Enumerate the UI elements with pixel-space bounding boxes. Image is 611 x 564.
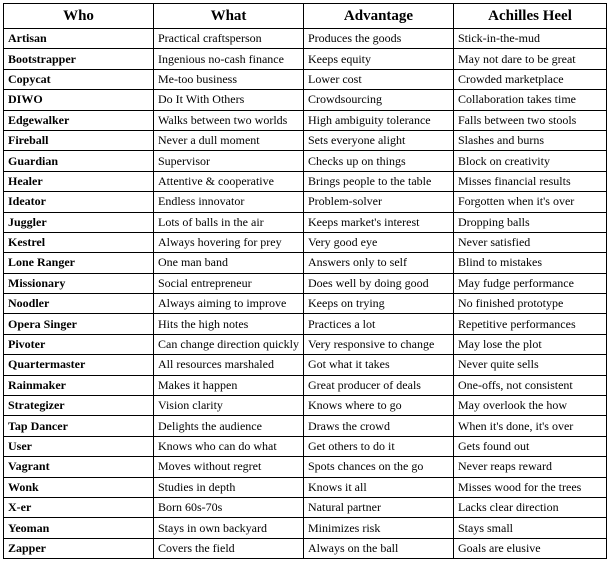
cell-what: Never a dull moment — [154, 130, 304, 150]
cell-achilles-heel: May overlook the how — [454, 396, 607, 416]
cell-who: Strategizer — [4, 396, 154, 416]
cell-what: Attentive & cooperative — [154, 171, 304, 191]
cell-who: Zapper — [4, 538, 154, 558]
table-body — [4, 29, 607, 559]
cell-advantage: Knows where to go — [304, 396, 454, 416]
cell-what: Social entrepreneur — [154, 273, 304, 293]
table-row — [4, 171, 607, 191]
table-header — [4, 4, 607, 29]
cell-advantage: Sets everyone alight — [304, 130, 454, 150]
cell-advantage: Keeps equity — [304, 49, 454, 69]
cell-achilles-heel: Block on creativity — [454, 151, 607, 171]
cell-advantage: Get others to do it — [304, 436, 454, 456]
cell-what: Do It With Others — [154, 90, 304, 110]
table-row — [4, 416, 607, 436]
cell-what: Vision clarity — [154, 396, 304, 416]
cell-who: Rainmaker — [4, 375, 154, 395]
table-row — [4, 334, 607, 354]
cell-advantage: Very responsive to change — [304, 334, 454, 354]
cell-achilles-heel: Never satisfied — [454, 232, 607, 252]
cell-advantage: Knows it all — [304, 477, 454, 497]
cell-advantage: Draws the crowd — [304, 416, 454, 436]
cell-achilles-heel: Falls between two stools — [454, 110, 607, 130]
cell-advantage: Checks up on things — [304, 151, 454, 171]
cell-who: Wonk — [4, 477, 154, 497]
cell-who: Artisan — [4, 29, 154, 49]
entrepreneur-types-table — [3, 3, 607, 559]
cell-advantage: Brings people to the table — [304, 171, 454, 191]
table-row — [4, 212, 607, 232]
cell-advantage: Does well by doing good — [304, 273, 454, 293]
cell-advantage: Practices a lot — [304, 314, 454, 334]
table-row — [4, 90, 607, 110]
table-row — [4, 49, 607, 69]
cell-what: Supervisor — [154, 151, 304, 171]
cell-who: Tap Dancer — [4, 416, 154, 436]
cell-what: Moves without regret — [154, 457, 304, 477]
cell-achilles-heel: Never quite sells — [454, 355, 607, 375]
cell-who: Kestrel — [4, 232, 154, 252]
cell-who: User — [4, 436, 154, 456]
cell-what: Always hovering for prey — [154, 232, 304, 252]
cell-advantage: Natural partner — [304, 497, 454, 517]
table-row — [4, 477, 607, 497]
cell-advantage: Keeps market's interest — [304, 212, 454, 232]
cell-achilles-heel: Lacks clear direction — [454, 497, 607, 517]
header-advantage: Advantage — [304, 4, 454, 29]
cell-what: Endless innovator — [154, 192, 304, 212]
cell-who: Guardian — [4, 151, 154, 171]
cell-what: One man band — [154, 253, 304, 273]
cell-achilles-heel: May fudge performance — [454, 273, 607, 293]
cell-advantage: Produces the goods — [304, 29, 454, 49]
table-row — [4, 294, 607, 314]
cell-achilles-heel: May lose the plot — [454, 334, 607, 354]
table-row — [4, 69, 607, 89]
cell-what: Knows who can do what — [154, 436, 304, 456]
cell-what: Walks between two worlds — [154, 110, 304, 130]
table-row — [4, 253, 607, 273]
cell-who: DIWO — [4, 90, 154, 110]
cell-achilles-heel: One-offs, not consistent — [454, 375, 607, 395]
cell-advantage: Great producer of deals — [304, 375, 454, 395]
cell-advantage: Crowdsourcing — [304, 90, 454, 110]
table-row — [4, 497, 607, 517]
table-row — [4, 29, 607, 49]
cell-what: Always aiming to improve — [154, 294, 304, 314]
table-row — [4, 232, 607, 252]
cell-advantage: Got what it takes — [304, 355, 454, 375]
table-row — [4, 375, 607, 395]
cell-who: X-er — [4, 497, 154, 517]
cell-advantage: Problem-solver — [304, 192, 454, 212]
table-row — [4, 110, 607, 130]
cell-who: Missionary — [4, 273, 154, 293]
cell-who: Lone Ranger — [4, 253, 154, 273]
table-row — [4, 273, 607, 293]
cell-who: Juggler — [4, 212, 154, 232]
cell-what: All resources marshaled — [154, 355, 304, 375]
cell-advantage: Answers only to self — [304, 253, 454, 273]
cell-achilles-heel: No finished prototype — [454, 294, 607, 314]
cell-advantage: Spots chances on the go — [304, 457, 454, 477]
table-row — [4, 355, 607, 375]
table-row — [4, 192, 607, 212]
cell-advantage: Lower cost — [304, 69, 454, 89]
cell-advantage: Keeps on trying — [304, 294, 454, 314]
cell-achilles-heel: Misses wood for the trees — [454, 477, 607, 497]
cell-achilles-heel: Repetitive performances — [454, 314, 607, 334]
header-row — [4, 4, 607, 29]
cell-advantage: Minimizes risk — [304, 518, 454, 538]
cell-achilles-heel: Never reaps reward — [454, 457, 607, 477]
cell-who: Vagrant — [4, 457, 154, 477]
cell-achilles-heel: Stays small — [454, 518, 607, 538]
cell-achilles-heel: Dropping balls — [454, 212, 607, 232]
cell-achilles-heel: Stick-in-the-mud — [454, 29, 607, 49]
cell-who: Copycat — [4, 69, 154, 89]
cell-who: Pivoter — [4, 334, 154, 354]
cell-advantage: Always on the ball — [304, 538, 454, 558]
cell-what: Born 60s-70s — [154, 497, 304, 517]
table-row — [4, 151, 607, 171]
cell-achilles-heel: May not dare to be great — [454, 49, 607, 69]
cell-who: Noodler — [4, 294, 154, 314]
cell-achilles-heel: Forgotten when it's over — [454, 192, 607, 212]
cell-what: Can change direction quickly — [154, 334, 304, 354]
header-achilles-heel: Achilles Heel — [454, 4, 607, 29]
cell-what: Ingenious no-cash finance — [154, 49, 304, 69]
cell-who: Fireball — [4, 130, 154, 150]
cell-achilles-heel: Crowded marketplace — [454, 69, 607, 89]
cell-achilles-heel: When it's done, it's over — [454, 416, 607, 436]
cell-what: Studies in depth — [154, 477, 304, 497]
table-row — [4, 396, 607, 416]
cell-who: Quartermaster — [4, 355, 154, 375]
cell-advantage: High ambiguity tolerance — [304, 110, 454, 130]
cell-what: Stays in own backyard — [154, 518, 304, 538]
table-row — [4, 538, 607, 558]
cell-what: Covers the field — [154, 538, 304, 558]
table-row — [4, 457, 607, 477]
cell-who: Ideator — [4, 192, 154, 212]
cell-what: Hits the high notes — [154, 314, 304, 334]
cell-who: Opera Singer — [4, 314, 154, 334]
cell-what: Lots of balls in the air — [154, 212, 304, 232]
cell-who: Bootstrapper — [4, 49, 154, 69]
cell-who: Yeoman — [4, 518, 154, 538]
cell-achilles-heel: Collaboration takes time — [454, 90, 607, 110]
table-row — [4, 314, 607, 334]
cell-achilles-heel: Misses financial results — [454, 171, 607, 191]
cell-who: Edgewalker — [4, 110, 154, 130]
cell-achilles-heel: Goals are elusive — [454, 538, 607, 558]
cell-what: Makes it happen — [154, 375, 304, 395]
cell-who: Healer — [4, 171, 154, 191]
cell-what: Practical craftsperson — [154, 29, 304, 49]
cell-advantage: Very good eye — [304, 232, 454, 252]
cell-what: Delights the audience — [154, 416, 304, 436]
cell-achilles-heel: Gets found out — [454, 436, 607, 456]
table-row — [4, 518, 607, 538]
header-who: Who — [4, 4, 154, 29]
cell-achilles-heel: Blind to mistakes — [454, 253, 607, 273]
header-what: What — [154, 4, 304, 29]
cell-what: Me-too business — [154, 69, 304, 89]
cell-achilles-heel: Slashes and burns — [454, 130, 607, 150]
table-row — [4, 436, 607, 456]
table-row — [4, 130, 607, 150]
